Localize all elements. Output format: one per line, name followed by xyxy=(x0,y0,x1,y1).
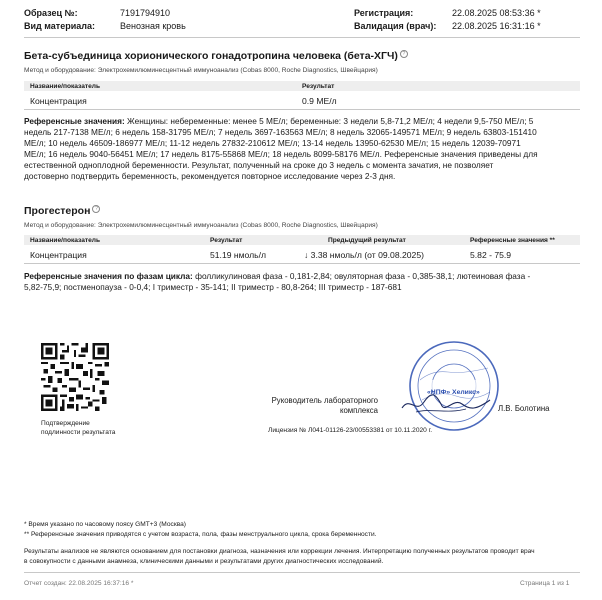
material-value: Венозная кровь xyxy=(120,21,186,31)
info-icon[interactable]: ? xyxy=(92,205,100,213)
hcg-ref-line: Женщины: небеременные: менее 5 МЕ/л; беременные: 3 недели 5,8-71,2 МЕ/л; 4 недели 9,5-750 МЕ/л; 5 xyxy=(127,116,534,126)
prog-row-divider xyxy=(24,263,580,264)
prog-col-ref: Референсные значения ** xyxy=(470,237,555,244)
validation-value: 22.08.2025 16:31:16 * xyxy=(452,21,541,31)
qr-caption-line: Подтверждение xyxy=(41,420,90,427)
prog-col-name: Название/показатель xyxy=(30,237,101,244)
hcg-method: Метод и оборудование: Электрохемилюминесцентный иммуноанализ (Cobas 8000, Roche Diagnostics, Швейцария) xyxy=(24,67,378,74)
progesterone-method: Метод и оборудование: Электрохемилюминесцентный иммуноанализ (Cobas 8000, Roche Diagnostics, Швейцария) xyxy=(24,222,378,229)
registration-label: Регистрация: xyxy=(354,8,414,18)
validation-label: Валидация (врач): xyxy=(354,21,437,31)
sample-label: Образец №: xyxy=(24,8,78,18)
hcg-ref-label: Референсные значения: xyxy=(24,116,125,126)
signature-icon xyxy=(396,388,496,418)
hcg-col-result: Результат xyxy=(302,83,335,90)
head-name: Л.В. Болотина xyxy=(498,404,550,413)
prog-row-result: 51.19 нмоль/л xyxy=(210,250,267,260)
info-icon[interactable]: ? xyxy=(400,50,408,58)
hcg-row-name: Концентрация xyxy=(30,96,87,106)
hcg-row-result: 0.9 МЕ/л xyxy=(302,96,337,106)
footnotes xyxy=(24,520,377,540)
registration-value: 22.08.2025 08:53:36 * xyxy=(452,8,541,18)
qr-caption-line: подлинности результата xyxy=(41,429,116,436)
prog-ref-line: 5,82-75,9; постменопауза - 0-0,4; I триместр - 35-141; II триместр - 80,8-264; III триместр - 187-681 xyxy=(24,282,402,292)
sample-value: 7191794910 xyxy=(120,8,171,18)
prog-row-prev: ↓ 3.38 нмоль/л (от 09.08.2025) xyxy=(304,250,424,260)
hcg-ref-line: МЕ/л; 10 недель 46509-186977 МЕ/л; 11-12 недель 27832-210612 МЕ/л; 13-14 недель 13950-62530 МЕ/л; 15 недель 12039-70971 xyxy=(24,138,521,148)
hcg-row-divider xyxy=(24,109,580,110)
head-label-line: Руководитель лабораторного xyxy=(271,396,378,405)
prog-ref-line: фолликулиновая фаза - 0,181-2,84; овуляторная фаза - 0,385-38,1; лютеиновая фаза - xyxy=(195,271,531,281)
disclaimer xyxy=(24,547,584,567)
hcg-reference xyxy=(24,116,584,182)
progesterone-title xyxy=(24,205,100,217)
hcg-title xyxy=(24,50,408,62)
footer-divider xyxy=(24,572,580,573)
license: Лицензия № Л041-01126-23/00553381 от 10.11.2020 г. xyxy=(268,427,433,434)
disclaimer-line: Результаты анализов не являются основанием для постановки диагноза, назначения или коррекции лечения. Интерпретацию полученных результатов проводит врач xyxy=(24,548,535,555)
prog-row-ref: 5.82 - 75.9 xyxy=(470,250,512,260)
footnote: ** Референсные значения приводятся с учетом возраста, пола, фазы менструального цикла, срока беременности. xyxy=(24,531,377,538)
prog-col-result: Результат xyxy=(210,237,243,244)
hcg-ref-line: достоверно подтвердить беременность, рекомендуется повторное исследование через 2-3 дня. xyxy=(24,171,396,181)
stamp-icon xyxy=(408,340,500,432)
head-label-line: комплекса xyxy=(339,406,378,415)
header-divider xyxy=(24,37,580,38)
hcg-ref-line: недель 217-7138 МЕ/л; 6 недель 158-31795 МЕ/л; 7 недель 3697-163563 МЕ/л; 8 недель 32065-149571 МЕ/л; 9 недель 63803-151410 xyxy=(24,127,537,137)
disclaimer-line: в совокупности с данными анамнеза, клиническими данными и результатами других диагностических исследований. xyxy=(24,558,384,565)
head-label xyxy=(264,396,378,416)
qr-caption xyxy=(41,419,115,437)
hcg-ref-line: МЕ/л; 16 недель 9040-56451 МЕ/л; 17 недель 8175-55868 МЕ/л; 18 недель 8099-58176 МЕ/л. Референсные значения приведены для xyxy=(24,149,538,159)
material-label: Вид материала: xyxy=(24,21,95,31)
hcg-title-text: Бета-субъединица хорионического гонадотропина человека (бета-ХГЧ) xyxy=(24,50,398,62)
prog-col-prev: Предыдущий результат xyxy=(328,237,406,244)
page-number: Страница 1 из 1 xyxy=(520,580,570,587)
hcg-ref-line: естественной одноплодной беременности. Результат, полученный на сроке до 3 недель с момента зачатия, не позволяет xyxy=(24,160,494,170)
progesterone-reference xyxy=(24,271,584,293)
report-created: Отчет создан: 22.08.2025 16:37:16 * xyxy=(24,580,134,587)
hcg-col-name: Название/показатель xyxy=(30,83,101,90)
stamp-label: «НПФ» Хеликс» xyxy=(427,389,480,396)
prog-row-name: Концентрация xyxy=(30,250,87,260)
qr-code[interactable] xyxy=(41,343,109,411)
prog-ref-label: Референсные значения по фазам цикла: xyxy=(24,271,193,281)
footnote: * Время указано по часовому поясу GMT+3 (Москва) xyxy=(24,521,186,528)
progesterone-title-text: Прогестерон xyxy=(24,205,91,217)
